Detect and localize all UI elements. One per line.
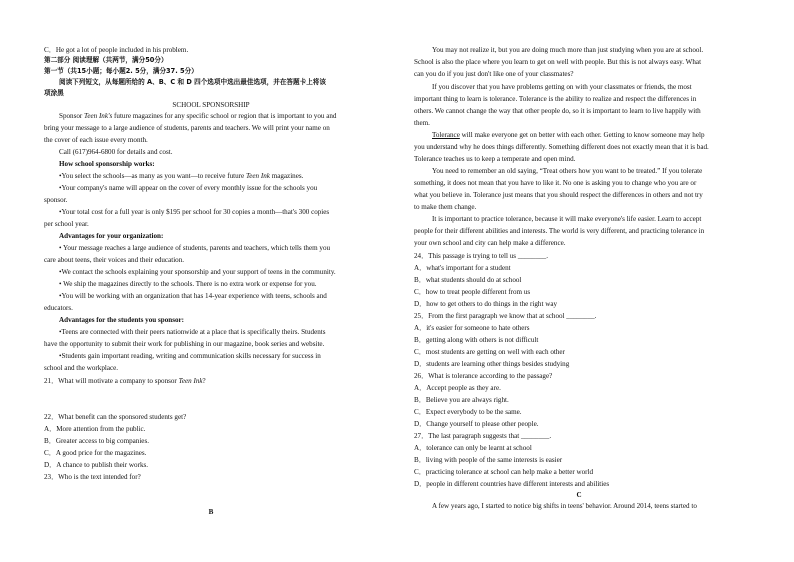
underlined-word-tolerance: Tolerance bbox=[432, 131, 460, 139]
p4-line-2: something, it does not mean that you have to like it. No one is asking you to change who you are or bbox=[414, 179, 697, 187]
how-item-3-line-1: •Your total cost for a full year is only $195 per school for 30 copies a month—that's 300 copies bbox=[59, 208, 330, 216]
intro-line-2: bring your message to a large audience of students, parents and teachers. We will print your name on bbox=[44, 124, 330, 132]
q26-option-c[interactable]: C．Expect everybody to be the same. bbox=[414, 408, 522, 416]
question-24: 24．This passage is trying to tell us ________. bbox=[414, 252, 548, 260]
p2-line-3: others. We cannot change the way that other people do, so it is important to learn to live happily with bbox=[414, 107, 701, 115]
q25-option-c[interactable]: C．most students are getting on well with each other bbox=[414, 348, 565, 356]
q25-option-a[interactable]: A．it's easier for someone to hate others bbox=[414, 324, 530, 332]
p1-line-1: You may not realize it, but you are doing much more than just studying when you are at school. bbox=[432, 46, 704, 54]
org-item-3: • We ship the magazines directly to the schools. There is no extra work or expense for you. bbox=[59, 280, 317, 288]
org-item-1-line-2: care about teens, their voices and their education. bbox=[44, 256, 185, 264]
q27-option-d[interactable]: D．people in different countries have different interests and abilities bbox=[414, 480, 610, 488]
p5-line-3: your own school and city can help make a difference. bbox=[414, 239, 566, 247]
q24-option-b[interactable]: B．what students should do at school bbox=[414, 276, 522, 284]
question-21: 21．What will motivate a company to sponsor Teen Ink? bbox=[44, 377, 206, 385]
p3-line-3: Tolerance teaches us to keep a temperate and open mind. bbox=[414, 155, 576, 163]
question-27: 27．The last paragraph suggests that ________. bbox=[414, 432, 552, 440]
q25-option-d[interactable]: D．students are learning other things besides studying bbox=[414, 360, 570, 368]
how-item-3-line-2: per school year. bbox=[44, 220, 89, 228]
section-c-marker: C bbox=[576, 491, 582, 499]
instructions-line-1: 阅读下列短文，从每题所给的 A、B、C 和 D 四个选项中选出最佳选项，并在答题卡上将该 bbox=[59, 78, 326, 86]
intro-line-3: the cover of each issue every month. bbox=[44, 136, 148, 144]
part2-header: 第二部分 阅读理解（共两节，满分50分） bbox=[44, 56, 168, 64]
p1-line-3: can you do if you just don't like one of your classmates? bbox=[414, 70, 574, 78]
p1-line-2: School is also the place where you learn to get on well with people. But this is not always easy. What bbox=[414, 58, 702, 66]
q25-option-b[interactable]: B．getting along with others is not difficult bbox=[414, 336, 539, 344]
org-item-4-line-2: educators. bbox=[44, 304, 73, 312]
q22-option-c[interactable]: C．A good price for the magazines. bbox=[44, 449, 147, 457]
q22-option-b[interactable]: B．Greater access to big companies. bbox=[44, 437, 149, 445]
org-advantages-heading: Advantages for your organization: bbox=[59, 232, 164, 240]
student-item-1-line-2: have the opportunity to submit their work for publishing in our magazine, book series and website. bbox=[44, 340, 325, 348]
q24-option-a[interactable]: A．what's important for a student bbox=[414, 264, 511, 272]
question-26: 26．What is tolerance according to the passage? bbox=[414, 372, 553, 380]
p2-line-2: important thing to learn is tolerance. Tolerance is the ability to realize and respect the differences in bbox=[414, 95, 697, 103]
org-item-2: •We contact the schools explaining your sponsorship and your support of teens in the community. bbox=[59, 268, 336, 276]
contact-phone: Call (617)964-6800 for details and cost. bbox=[59, 148, 173, 156]
student-advantages-heading: Advantages for the students you sponsor: bbox=[59, 316, 185, 324]
org-item-4-line-1: •You will be working with an organization that has 14-year experience with teens, schools and bbox=[59, 292, 327, 300]
q27-option-b[interactable]: B．living with people of the same interests is easier bbox=[414, 456, 563, 464]
p4-line-3: what you believe in. Tolerance just means that you should respect the differences in others and not try bbox=[414, 191, 703, 199]
question-22: 22．What benefit can the sponsored students get? bbox=[44, 413, 187, 421]
q24-option-d[interactable]: D．how to get others to do things in the right way bbox=[414, 300, 558, 308]
q26-option-d[interactable]: D．Change yourself to please other people. bbox=[414, 420, 539, 428]
q22-option-a[interactable]: A．More attention from the public. bbox=[44, 425, 146, 433]
intro-line-1: Sponsor Teen Ink's future magazines for any specific school or region that is important to you and bbox=[59, 112, 337, 120]
passage-c-line-1: A few years ago, I started to notice big shifts in teens' behavior. Around 2014, teens started to bbox=[432, 502, 697, 510]
p2-line-4: them. bbox=[414, 119, 430, 127]
section1-header: 第一节（共15小题；每小题2. 5分，满分37. 5分） bbox=[44, 67, 198, 75]
org-item-1-line-1: • Your message reaches a large audience of students, parents and teachers, which tells them you bbox=[59, 244, 331, 252]
p5-line-2: people for their different abilities and interests. The world is very different, and practicing tolerance in bbox=[414, 227, 705, 235]
p4-line-1: You need to remember an old saying, “Treat others how you want to be treated.” If you tolerate bbox=[432, 167, 703, 175]
passage-a-title: SCHOOL SPONSORSHIP bbox=[172, 101, 250, 109]
student-item-2-line-2: school and the workplace. bbox=[44, 364, 119, 372]
prev-question-option-c: C．He got a lot of people included in his problem. bbox=[44, 46, 189, 54]
how-item-1: •You select the schools—as many as you want—to receive future Teen Ink magazines. bbox=[59, 172, 304, 180]
how-item-2-line-2: sponsor. bbox=[44, 196, 68, 204]
question-23: 23．Who is the text intended for? bbox=[44, 473, 141, 481]
p3-line-2: you understand why he does things differently. Something different does not exactly mean that it is bad. bbox=[414, 143, 709, 151]
q27-option-a[interactable]: A．tolerance can only be learnt at school bbox=[414, 444, 532, 452]
how-it-works-heading: How school sponsorship works: bbox=[59, 160, 155, 168]
student-item-1-line-1: •Teens are connected with their peers nationwide at a place that is specifically theirs. Students bbox=[59, 328, 326, 336]
p3-line-1: Tolerance will make everyone get on better with each other. Getting to know someone may help bbox=[432, 131, 705, 139]
how-item-2-line-1: •Your company's name will appear on the cover of every monthly issue for the schools you bbox=[59, 184, 318, 192]
q24-option-c[interactable]: C．how to treat people different from us bbox=[414, 288, 531, 296]
p4-line-4: to make them change. bbox=[414, 203, 477, 211]
section-b-marker: B bbox=[208, 508, 214, 516]
q26-option-b[interactable]: B．Believe you are always right. bbox=[414, 396, 509, 404]
q27-option-c[interactable]: C．practicing tolerance at school can help make a better world bbox=[414, 468, 594, 476]
q22-option-d[interactable]: D．A chance to publish their works. bbox=[44, 461, 149, 469]
question-25: 25．From the first paragraph we know that at school ________. bbox=[414, 312, 597, 320]
instructions-line-2: 项涂黑 bbox=[44, 89, 64, 97]
student-item-2-line-1: •Students gain important reading, writing and communication skills necessary for success in bbox=[59, 352, 321, 360]
q26-option-a[interactable]: A．Accept people as they are. bbox=[414, 384, 501, 392]
p2-line-1: If you discover that you have problems getting on with your classmates or friends, the most bbox=[432, 83, 692, 91]
p5-line-1: It is important to practice tolerance, because it will make everyone's life easier. Learn to accept bbox=[432, 215, 702, 223]
